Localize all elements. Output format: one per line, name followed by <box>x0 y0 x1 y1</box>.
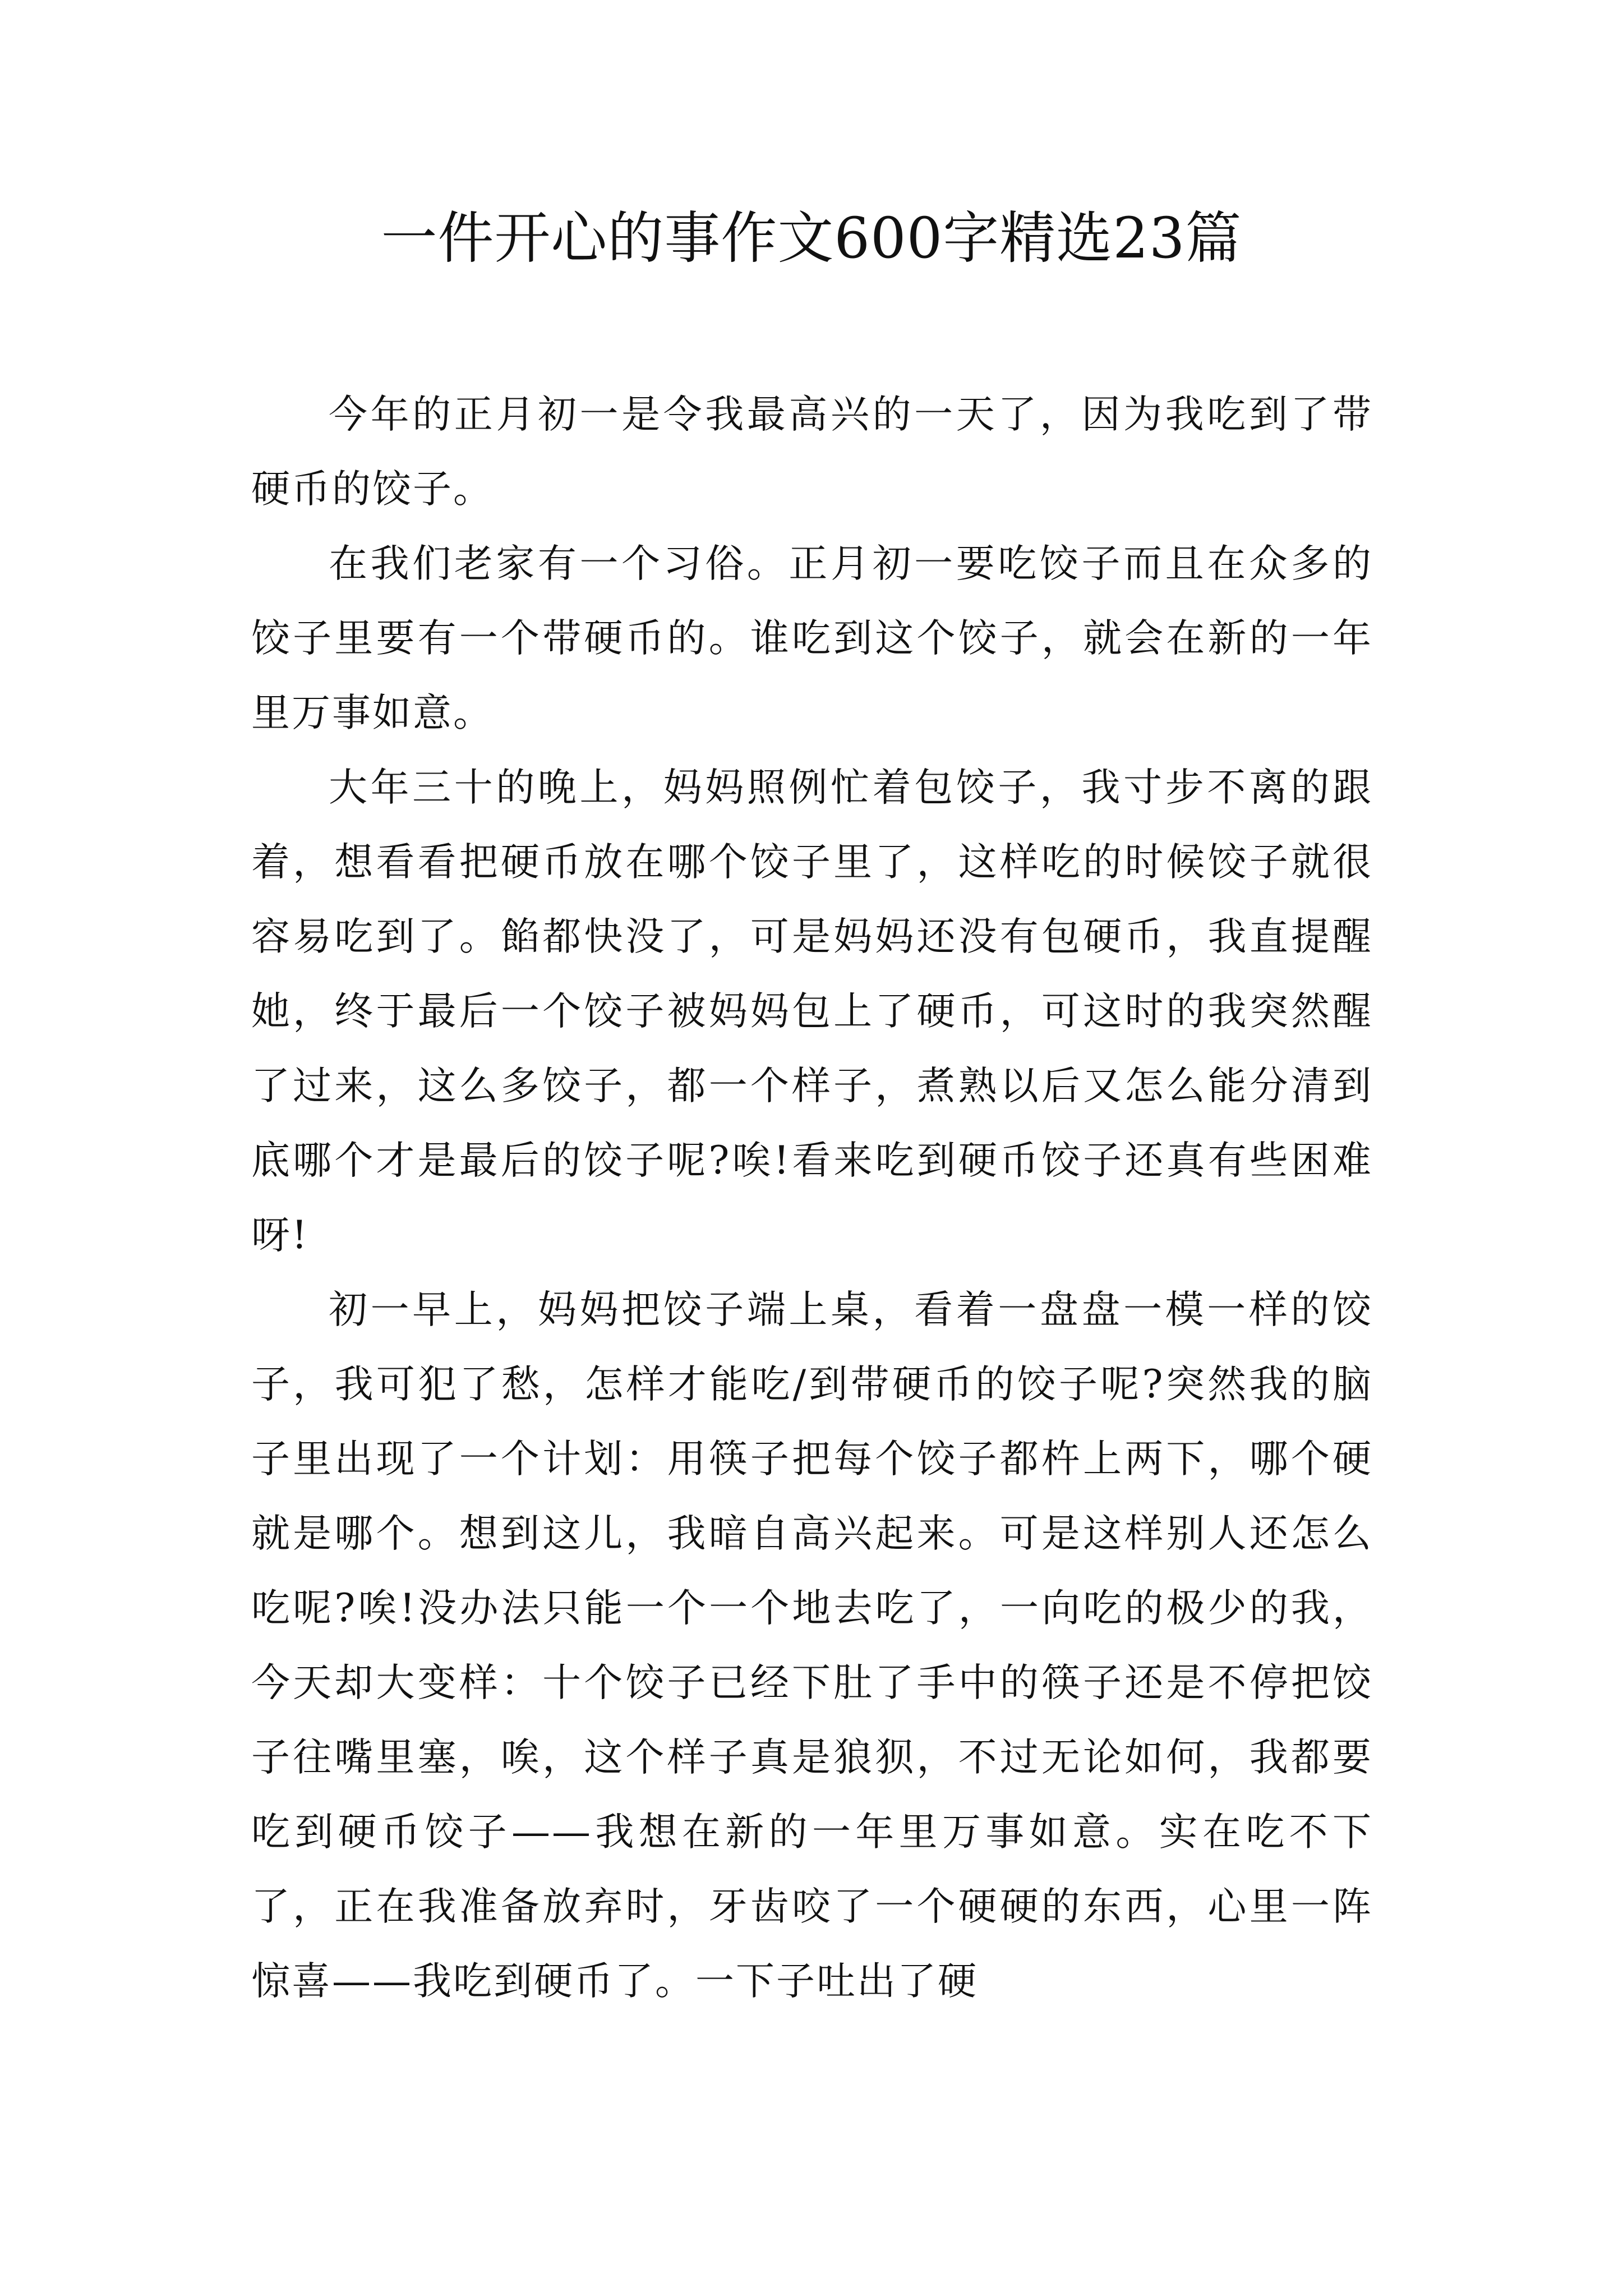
paragraph-1: 今年的正月初一是令我最高兴的一天了，因为我吃到了带硬币的饺子。 <box>251 392 1373 512</box>
paragraph-3: 大年三十的晚上，妈妈照例忙着包饺子，我寸步不离的跟着，想看看把硬币放在哪个饺子里了，这样吃的时候饺子就很容易吃到了。餡都快没了，可是妈妈还没有包硬币，我直提醒她，终于最后一个饺子被妈妈包上了硬币，可这时的我突然醒了过来，这么多饺子，都一个样子，煮熟以后又怎么能分清到底哪个才是最后的饺子呢?唉!看来吃到硬币饺子还真有些困难呀! <box>251 765 1373 1258</box>
paragraph-2: 在我们老家有一个习俗。正月初一要吃饺子而且在众多的饺子里要有一个带硬币的。谁吃到这个饺子，就会在新的一年里万事如意。 <box>251 541 1373 735</box>
document-body <box>251 378 1373 2019</box>
paragraph-4: 初一早上，妈妈把饺子端上桌，看着一盘盘一模一样的饺子，我可犯了愁，怎样才能吃/到带硬币的饺子呢?突然我的脑子里出现了一个计划：用筷子把每个饺子都杵上两下，哪个硬就是哪个。想到这儿，我暗自高兴起来。可是这样别人还怎么吃呢?唉!没办法只能一个一个地去吃了，一向吃的极少的我，今天却大变样：十个饺子已经下肚了手中的筷子还是不停把饺子往嘴里塞，唉，这个样子真是狼狈，不过无论如何，我都要吃到硬币饺子——我想在新的一年里万事如意。实在吃不下了，正在我准备放弃时，牙齿咬了一个硬硬的东西，心里一阵惊喜——我吃到硬币了。一下子吐出了硬 <box>251 1287 1373 2004</box>
document-title: 一件开心的事作文600字精选23篇 <box>381 205 1242 271</box>
